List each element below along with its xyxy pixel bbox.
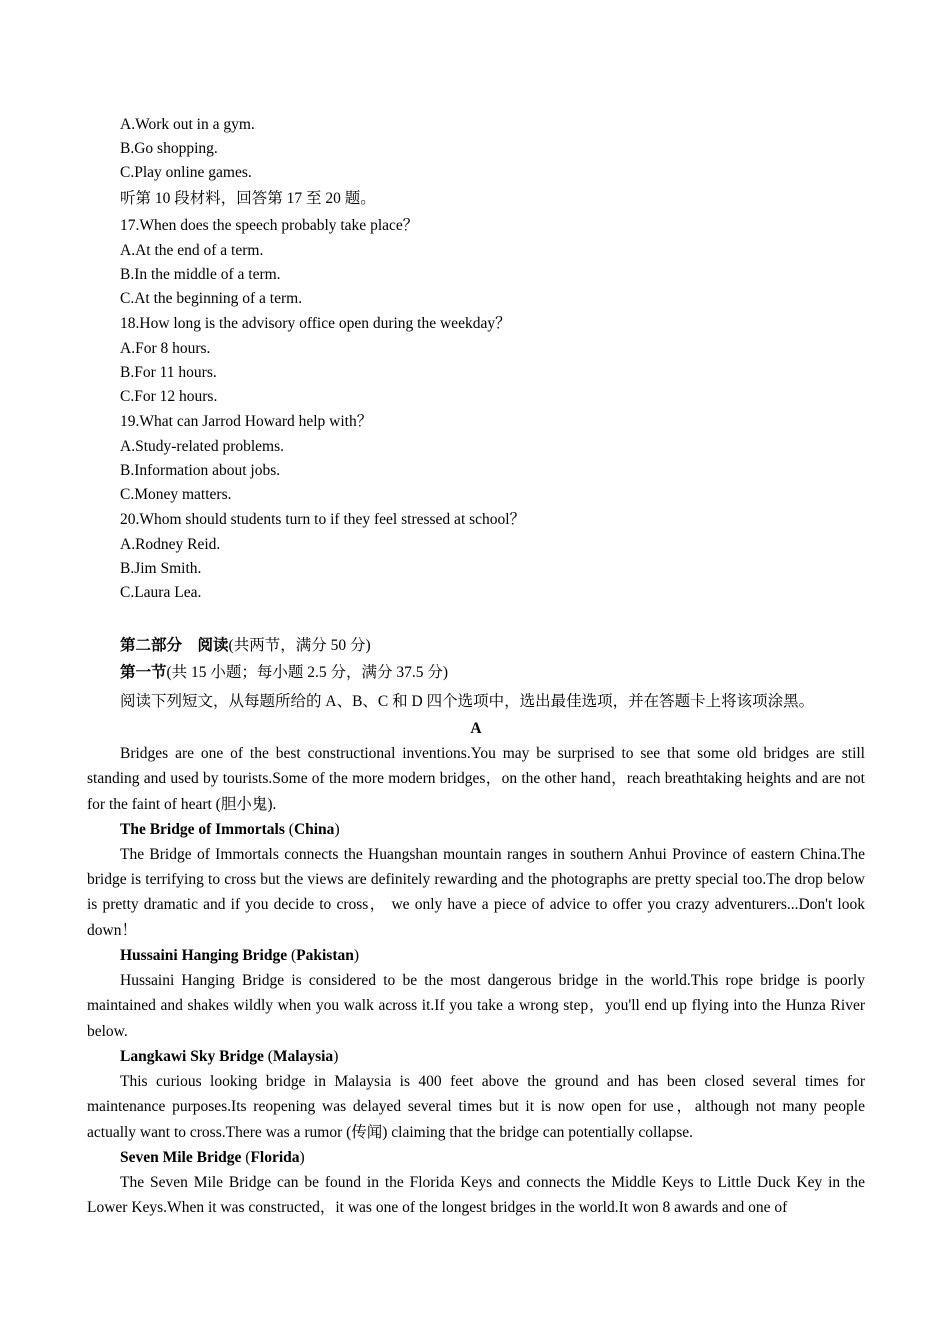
bridge-heading-langkawi: Langkawi Sky Bridge (Malaysia): [120, 1047, 339, 1065]
option-a: A.At the end of a term.: [120, 242, 264, 259]
passage-title: A: [470, 720, 482, 737]
option-a: A.For 8 hours.: [120, 340, 211, 357]
option-a: A.Study-related problems.: [120, 438, 285, 455]
option-16b: B.Go shopping.: [120, 140, 218, 157]
part-two-label: 第二部分: [120, 637, 183, 654]
question-17: [87, 213, 865, 311]
bridge-name: Seven Mile Bridge: [120, 1148, 242, 1166]
option-b: B.Information about jobs.: [120, 462, 281, 479]
bridge-heading-seven-mile: Seven Mile Bridge (Florida): [120, 1148, 305, 1166]
part-two-heading: [120, 632, 865, 659]
part-two-title: 阅读: [197, 637, 229, 654]
bridge-place: Malaysia: [272, 1047, 334, 1065]
question-19: [87, 409, 865, 507]
section-one-heading: [120, 659, 865, 686]
document-page: [87, 113, 865, 1220]
passage-intro: Bridges are one of the best constructional inventions.You may be surprised to see that some old bridges are still standing and used by tourists.Some of the more modern bridges，on the other hand，reach breathtaking heights and are not for the faint of heart (胆小鬼).: [87, 745, 865, 813]
question-20: [87, 507, 865, 605]
option-16a: A.Work out in a gym.: [120, 116, 255, 133]
bridge-heading-hussaini: Hussaini Hanging Bridge (Pakistan): [120, 947, 360, 965]
bridge-place: Pakistan: [296, 947, 354, 965]
option-a: A.Rodney Reid.: [120, 536, 221, 553]
bridge-text-seven-mile: The Seven Mile Bridge can be found in the Florida Keys and connects the Middle Keys to Little Duck Key in the Lower Keys.When it was constructed，it was one of the longest bridges in the world.It won 8 awards and one of: [87, 1173, 865, 1217]
q16-options: [87, 113, 865, 185]
listening-instruction: 听第 10 段材料，回答第 17 至 20 题。: [120, 190, 376, 207]
spacer: [87, 605, 865, 632]
question-stem: 19.What can Jarrod Howard help with？: [120, 413, 373, 430]
reading-instruction: 阅读下列短文，从每题所给的 A、B、C 和 D 四个选项中，选出最佳选项，并在答题卡上将该项涂黑。: [120, 693, 815, 710]
question-stem: 17.When does the speech probably take place？: [120, 217, 419, 234]
option-b: B.For 11 hours.: [120, 364, 217, 381]
bridge-name: Hussaini Hanging Bridge: [120, 947, 288, 965]
option-c: C.Money matters.: [120, 486, 232, 503]
question-18: [87, 311, 865, 409]
bridge-place: Florida: [250, 1148, 300, 1166]
bridge-text-immortals: The Bridge of Immortals connects the Huangshan mountain ranges in southern Anhui Province of eastern China.The bridge is terrifying to cross but the views are definitely rewarding and the photographs are pretty special too.The drop below is pretty dramatic and if you decide to cross， we only have a piece of advice to offer you crazy adventurers...Don't look down！: [87, 845, 865, 939]
option-c: C.At the beginning of a term.: [120, 290, 303, 307]
section-one-detail: (共 15 小题；每小题 2.5 分，满分 37.5 分): [166, 664, 449, 681]
option-b: B.Jim Smith.: [120, 560, 202, 577]
bridge-heading-immortals: The Bridge of Immortals (China): [120, 820, 340, 838]
option-c: C.Laura Lea.: [120, 584, 202, 601]
bridge-text-hussaini: Hussaini Hanging Bridge is considered to be the most dangerous bridge in the world.This rope bridge is poorly maintained and shakes wildly when you walk across it.If you take a wrong step，you'll end up flying into the Hunza River below.: [87, 972, 865, 1040]
question-stem: 20.Whom should students turn to if they feel stressed at school？: [120, 511, 526, 528]
section-one-label: 第一节: [120, 664, 167, 681]
bridge-place: China: [293, 820, 335, 838]
option-16c: C.Play online games.: [120, 164, 252, 181]
bridge-name: The Bridge of Immortals: [120, 820, 285, 838]
option-b: B.In the middle of a term.: [120, 266, 281, 283]
option-c: C.For 12 hours.: [120, 388, 218, 405]
bridge-name: Langkawi Sky Bridge: [120, 1047, 264, 1065]
part-two-detail: (共两节，满分 50 分): [228, 637, 371, 654]
question-stem: 18.How long is the advisory office open during the weekday？: [120, 315, 511, 332]
bridge-text-langkawi: This curious looking bridge in Malaysia is 400 feet above the ground and has been closed several times for maintenance purposes.Its reopening was delayed several times but it is now open for use，although not many people actually want to cross.There was a rumor (传闻) claiming that the bridge can potentially collapse.: [87, 1072, 865, 1141]
